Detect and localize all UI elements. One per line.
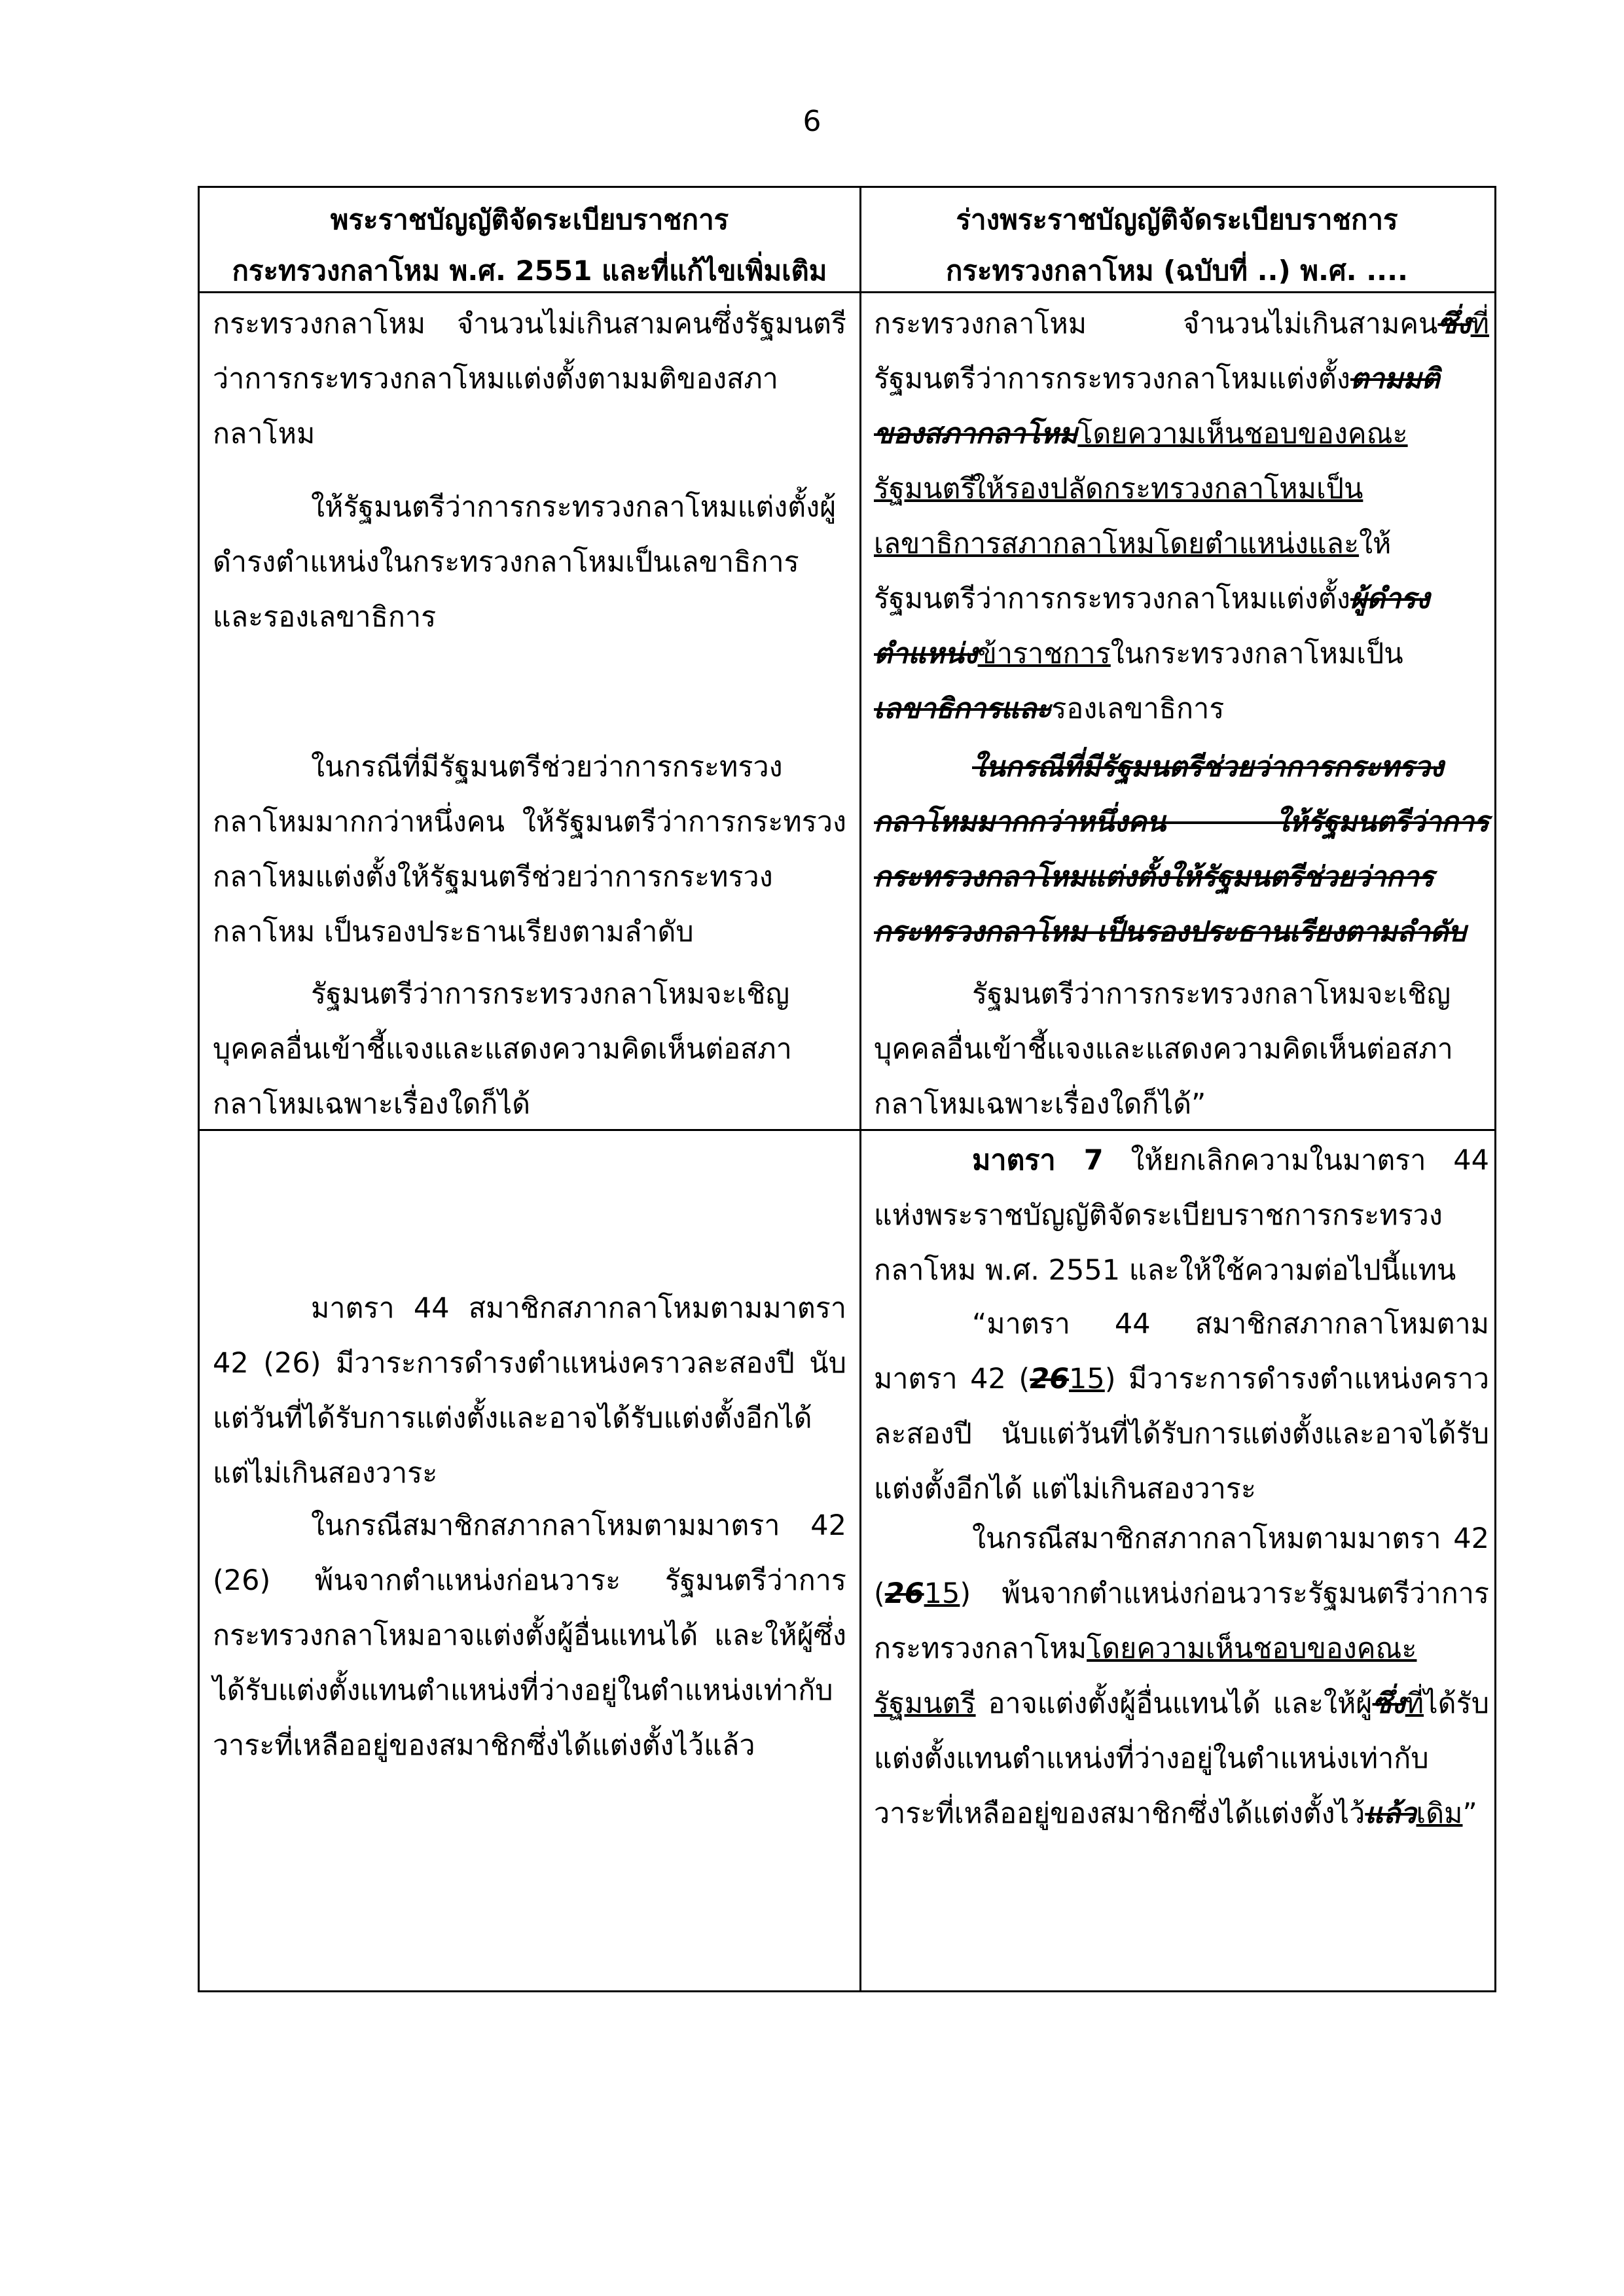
section-label: มาตรา 7 — [972, 1144, 1104, 1177]
paragraph — [213, 480, 846, 645]
column-divider — [859, 188, 861, 1990]
paragraph — [213, 1498, 846, 1773]
paragraph — [213, 1281, 846, 1501]
paragraph — [213, 296, 846, 461]
header-line: กระทรวงกลาโหม (ฉบับที่ ..) พ.ศ. .... — [945, 255, 1409, 287]
deleted-text: เลขาธิการและ — [874, 692, 1052, 725]
text-segment: ) มีวาระการดำรงตำแหน่งคราวละสองปี นับแต่วันที่ได้รับการแต่งตั้งและอาจได้รับแต่งตั้งอีกได้ แต่ไม่เกินสองวาระ — [874, 1363, 1489, 1505]
paragraph — [213, 740, 846, 960]
text-segment: รองเลขาธิการ — [1051, 692, 1225, 725]
paragraph — [874, 1133, 1489, 1298]
header-draft-act — [859, 194, 1494, 296]
text-segment: กระทรวงกลาโหม จำนวนไม่เกินสามคน — [874, 308, 1438, 340]
page-number: 6 — [803, 105, 821, 138]
deleted-text: 26 — [1030, 1363, 1070, 1395]
deleted-text: ในกรณีที่มีรัฐมนตรีช่วยว่าการกระทรวงกลาโหมมากกว่าหนึ่งคน ให้รัฐมนตรีว่าการกระทรวงกลาโหมแต่งตั้งให้รัฐมนตรีช่วยว่าการกระทรวงกลาโหม เป็นรองประธานเรียงตามลำดับ — [874, 751, 1489, 948]
header-line: กระทรวงกลาโหม พ.ศ. 2551 และที่แก้ไขเพิ่มเติม — [232, 255, 827, 287]
text-segment: มาตรา 44 สมาชิกสภากลาโหมตามมาตรา 42 (26) มีวาระการดำรงตำแหน่งคราวละสองปี นับแต่วันที่ได้รับการแต่งตั้งและอาจได้รับแต่งตั้งอีกได้ แต่ไม่เกินสองวาระ — [213, 1292, 846, 1490]
deleted-text: แล้ว — [1365, 1797, 1416, 1830]
deleted-text: ซึ่ง — [1437, 308, 1471, 340]
text-segment: รัฐมนตรีว่าการกระทรวงกลาโหมจะเชิญบุคคลอื่นเข้าชี้แจงและแสดงความคิดเห็นต่อสภากลาโหมเฉพาะเรื่องใดก็ได้ — [213, 978, 792, 1121]
text-segment: ได้รับแต่งตั้งแทนตำแหน่งที่ว่างอยู่ในตำแหน่งเท่ากับวาระที่เหลืออยู่ของสมาชิกซึ่งได้แต่งตั้งไว้ — [874, 1687, 1489, 1830]
paragraph — [213, 967, 846, 1132]
inserted-text: เดิม — [1416, 1797, 1463, 1830]
inserted-text: โดยความเห็นชอบของคณะรัฐมนตรี — [874, 418, 1408, 505]
text-segment: ให้รัฐมนตรีว่าการกระทรวงกลาโหมแต่งตั้งผู้ดำรงตำแหน่งในกระทรวงกลาโหมเป็นเลขาธิการและรองเลขาธิการ — [213, 491, 837, 634]
text-segment: ) พ้นจากตำแหน่งก่อนวาระรัฐมนตรีว่าการกระทรวงกลาโหม — [874, 1577, 1489, 1665]
paragraph — [874, 967, 1489, 1132]
text-segment: ในกรณีที่มีรัฐมนตรีช่วยว่าการกระทรวงกลาโหมมากกว่าหนึ่งคน ให้รัฐมนตรีว่าการกระทรวงกลาโหมแต่งตั้งให้รัฐมนตรีช่วยว่าการกระทรวงกลาโหม เป็นรองประธานเรียงตามลำดับ — [213, 751, 846, 948]
paragraph — [874, 740, 1489, 960]
text-segment: ” — [1462, 1797, 1477, 1830]
header-line: พระราชบัญญัติจัดระเบียบราชการ — [330, 204, 729, 236]
text-segment: ให้รัฐมนตรีว่าการกระทรวงกลาโหมแต่งตั้ง — [874, 528, 1392, 615]
text-segment: ให้ยกเลิกความในมาตรา 44 แห่งพระราชบัญญัติจัดระเบียบราชการกระทรวงกลาโหม พ.ศ. 2551 และให้ใช้ความต่อไปนี้แทน — [874, 1144, 1490, 1287]
header-line: ร่างพระราชบัญญัติจัดระเบียบราชการ — [956, 204, 1398, 236]
paragraph — [874, 461, 1489, 736]
deleted-text: 26 — [884, 1577, 924, 1610]
text-segment: รัฐมนตรีว่าการกระทรวงกลาโหมจะเชิญบุคคลอื่นเข้าชี้แจงและแสดงความคิดเห็นต่อสภากลาโหมเฉพาะเรื่องใดก็ได้” — [874, 978, 1453, 1121]
text-segment: “มาตรา 44 สมาชิกสภากลาโหมตามมาตรา 42 ( — [874, 1308, 1489, 1395]
text-segment: ในกรณีสมาชิกสภากลาโหมตามมาตรา 42 (26) พ้นจากตำแหน่งก่อนวาระ รัฐมนตรีว่าการกระทรวงกลาโหมอาจแต่งตั้งผู้อื่นแทนได้ และให้ผู้ซึ่งได้รับแต่งตั้งแทนตำแหน่งที่ว่างอยู่ในตำแหน่งเท่ากับวาระที่เหลืออยู่ของสมาชิกซึ่งได้แต่งตั้งไว้แล้ว — [213, 1509, 846, 1762]
inserted-text: 15 — [924, 1577, 960, 1610]
text-segment: ในกรณีสมาชิกสภากลาโหมตามมาตรา 42 ( — [874, 1522, 1489, 1610]
paragraph — [874, 1297, 1489, 1516]
inserted-text: ที่ — [1470, 308, 1489, 340]
deleted-text: ผู้ดำรงตำแหน่ง — [874, 583, 1430, 670]
inserted-text: ที่ — [1405, 1687, 1424, 1720]
text-segment: กระทรวงกลาโหม จำนวนไม่เกินสามคนซึ่งรัฐมนตรีว่าการกระทรวงกลาโหมแต่งตั้งตามมติของสภากลาโหม — [213, 308, 846, 450]
inserted-text: โดยความเห็นชอบของคณะรัฐมนตรี — [874, 1632, 1417, 1720]
text-segment: ในกระทรวงกลาโหมเป็น — [1110, 637, 1403, 670]
deleted-text: ซึ่ง — [1372, 1687, 1405, 1720]
inserted-text: ข้าราชการ — [977, 637, 1111, 670]
inserted-text: 15 — [1069, 1363, 1105, 1395]
text-segment: รัฐมนตรีว่าการกระทรวงกลาโหมแต่งตั้ง — [874, 363, 1350, 395]
text-segment: อาจแต่งตั้งผู้อื่นแทนได้ และให้ผู้ — [975, 1687, 1373, 1720]
comparison-table — [198, 186, 1496, 1992]
header-current-act — [200, 194, 859, 296]
paragraph — [874, 1511, 1489, 1841]
inserted-text: ให้รองปลัดกระทรวงกลาโหมเป็นเลขาธิการสภากลาโหมโดยตำแหน่งและ — [874, 473, 1363, 560]
deleted-text: ตามมติของสภากลาโหม — [874, 363, 1440, 450]
